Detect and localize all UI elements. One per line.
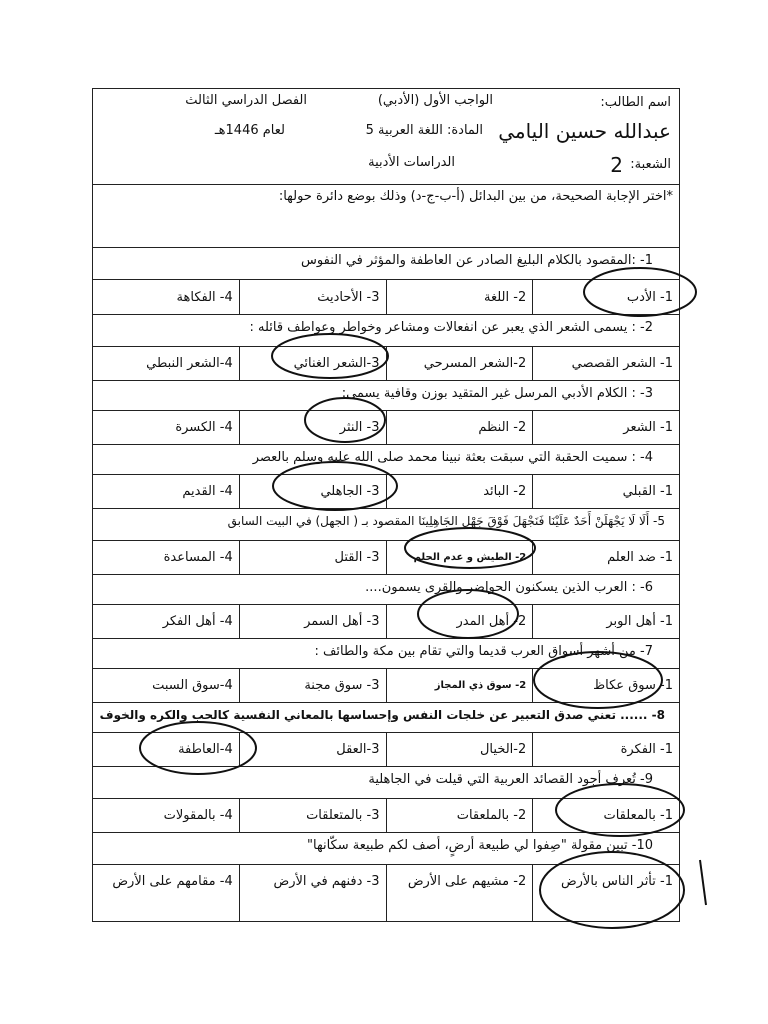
option-cell[interactable]: 3- أهل السمر	[239, 605, 386, 638]
option-cell[interactable]: 4-الشعر النبطي	[146, 356, 233, 371]
option-cell[interactable]: 3-العقل	[239, 733, 386, 766]
term-label: الفصل الدراسي الثالث	[185, 93, 307, 108]
option-cell[interactable]: 3-الشعر الغنائي	[239, 347, 386, 380]
question-text: 4- : سميت الحقبة التي سبقت بعثة نبينا محمد صلى الله عليه وسلم بالعصر	[252, 450, 653, 465]
question-text: 6- : العرب الذين يسكنون الحواضر والقرى يسمون....	[365, 580, 653, 595]
option-cell[interactable]: 2- مشيهم على الأرض	[386, 865, 533, 921]
option-cell[interactable]: 1- بالمعلقات	[532, 799, 679, 832]
question-row	[93, 703, 679, 733]
option-cell[interactable]: 2- اللغة	[386, 280, 533, 314]
question-text: 5- أَلَا لَا يَجْهَلَنْ أَحَدٌ عَلَيْنَا فَنَجْهَلَ فَوْقَ جَهْلِ الجَاهِلِينَا المقصود بـ ( الجهل) في البيت السابق	[227, 514, 665, 528]
option-cell[interactable]: 4- الكسرة	[175, 420, 233, 435]
question-text: 1- :المقصود بالكلام البليغ الصادر عن العاطفة والمؤثر في النفوس	[301, 253, 653, 268]
option-cell[interactable]: 3- دفنهم في الأرض	[239, 865, 386, 921]
question-text: 9- تُعرف أجود القصائد العربية التي قيلت في الجاهلية	[368, 772, 653, 787]
instruction-text: *اختر الإجابة الصحيحة، من بين البدائل (أ-ب-ج-د) وذلك بوضع دائرة حولها:	[278, 189, 673, 204]
option-cell[interactable]: 3- الأحاديث	[239, 280, 386, 314]
option-cell[interactable]: 3- بالمتعلقات	[239, 799, 386, 832]
question-text: 7- من أشهر أسواق العرب قديما والتي تقام بين مكة والطائف :	[314, 644, 653, 659]
option-cell[interactable]: 2-الشعر المسرحي	[386, 347, 533, 380]
worksheet	[92, 88, 680, 922]
course-name: الدراسات الأدبية	[368, 155, 455, 170]
option-cell[interactable]: 1- القبلي	[532, 475, 679, 508]
options-row	[93, 475, 679, 509]
option-cell[interactable]	[386, 541, 533, 574]
worksheet-header	[93, 89, 679, 185]
option-cell[interactable]: 1- الأدب	[532, 280, 679, 314]
options-row	[93, 799, 679, 833]
option-cell[interactable]: 2- البائد	[386, 475, 533, 508]
question-row	[93, 833, 679, 865]
option-cell[interactable]: 4-العاطفة	[178, 742, 233, 757]
option-cell[interactable]: 2-الخيال	[386, 733, 533, 766]
option-cell[interactable]: 1- سوق عكاظ	[532, 669, 679, 702]
option-cell[interactable]: 2- أهل المدر	[386, 605, 533, 638]
question-row	[93, 315, 679, 347]
question-row	[93, 575, 679, 605]
option-cell[interactable]: 4- الفكاهة	[176, 289, 233, 305]
year-label: لعام 1446هـ	[214, 123, 285, 138]
question-row	[93, 767, 679, 799]
options-row	[93, 733, 679, 767]
option-cell[interactable]: 4- أهل الفكر	[162, 614, 233, 629]
pen-stroke	[700, 860, 706, 905]
option-cell[interactable]: 3- النثر	[239, 411, 386, 444]
question-text: 2- : يسمى الشعر الذي يعبر عن انفعالات ومشاعر وخواطر وعواطف قائله :	[249, 320, 653, 335]
option-cell[interactable]: 3- القتل	[239, 541, 386, 574]
option-cell[interactable]: 1- الشعر القصصي	[532, 347, 679, 380]
question-row	[93, 381, 679, 411]
option-cell[interactable]: 4- بالمقولات	[163, 808, 233, 823]
option-cell[interactable]: 3- الجاهلي	[239, 475, 386, 508]
options-row	[93, 411, 679, 445]
question-row	[93, 248, 679, 280]
option-cell[interactable]: 2- النظم	[386, 411, 533, 444]
instruction-row	[93, 185, 679, 248]
options-row	[93, 669, 679, 703]
student-name: عبدالله حسين اليامي	[498, 119, 671, 143]
option-cell[interactable]: 3- سوق مجنة	[239, 669, 386, 702]
question-row	[93, 639, 679, 669]
question-row	[93, 445, 679, 475]
option-cell[interactable]: 2- بالملعقات	[386, 799, 533, 832]
options-row	[93, 865, 679, 921]
student-label: اسم الطالب:	[600, 95, 671, 110]
option-cell[interactable]	[386, 669, 533, 702]
option-cell[interactable]: 1- تأثر الناس بالأرض	[532, 865, 679, 921]
option-cell[interactable]: 1- الفكرة	[532, 733, 679, 766]
option-cell[interactable]: 1- أهل الوبر	[532, 605, 679, 638]
section-number: 2	[610, 153, 623, 177]
section-label: الشعبة:	[630, 157, 671, 172]
option-cell[interactable]: 4- المساعدة	[163, 550, 233, 565]
options-row	[93, 347, 679, 381]
question-text: 3- : الكلام الأدبي المرسل غير المتقيد بوزن وقافية يسمى:	[341, 386, 653, 401]
question-text: 10- تبين مقولة "صِفوا لي طبيعة أرضٍ، أصف لكم طبيعة سكّانها"	[307, 838, 653, 853]
option-cell[interactable]: 4- مقامهم على الأرض	[112, 874, 233, 889]
option-cell[interactable]: 4-سوق السبت	[152, 678, 233, 693]
option-cell[interactable]: 1- ضد العلم	[532, 541, 679, 574]
question-row	[93, 509, 679, 541]
options-row	[93, 541, 679, 575]
options-row	[93, 605, 679, 639]
option-text: 2- سوق ذي المجاز	[434, 680, 527, 691]
option-text: 2- الطيش و عدم الحلم	[413, 552, 527, 563]
option-cell[interactable]: 4- القديم	[182, 484, 233, 499]
question-text: 8- ...... تعني صدق التعبير عن خلجات النفس وإحساسها بالمعاني النفسية كالحب والكره والخوف	[99, 708, 665, 722]
option-cell[interactable]: 1- الشعر	[532, 411, 679, 444]
subject-label: المادة: اللغة العربية 5	[365, 123, 483, 138]
assignment-title: الواجب الأول (الأدبي)	[377, 93, 493, 108]
options-row	[93, 280, 679, 315]
